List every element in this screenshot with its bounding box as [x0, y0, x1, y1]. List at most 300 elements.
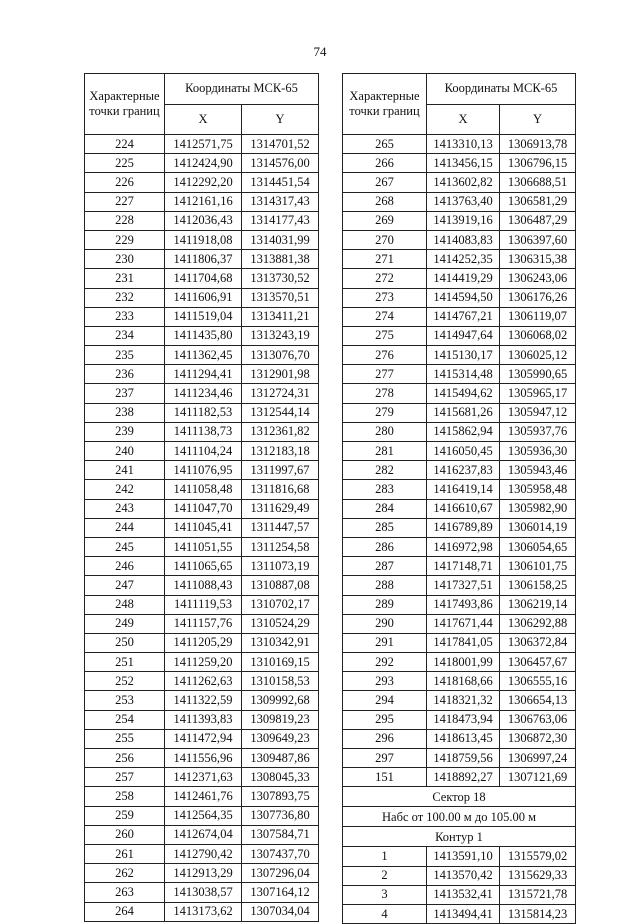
point-number-cell: 296	[343, 729, 427, 748]
x-coordinate-cell: 1417671,44	[427, 614, 500, 633]
sector-block	[343, 787, 576, 847]
point-number-cell: 274	[343, 307, 427, 326]
table-row	[85, 595, 319, 614]
point-number-cell: 280	[343, 422, 427, 441]
x-coordinate-cell: 1415862,94	[427, 422, 500, 441]
table-row	[85, 499, 319, 518]
table-row	[343, 537, 576, 556]
x-coordinate-cell: 1411556,96	[165, 749, 242, 768]
contour-table-body	[343, 847, 576, 924]
x-coordinate-cell: 1412161,16	[165, 192, 242, 211]
y-coordinate-cell: 1313570,51	[242, 288, 319, 307]
point-number-cell: 249	[85, 614, 165, 633]
x-coordinate-cell: 1413173,62	[165, 902, 242, 921]
x-coordinate-cell: 1412790,42	[165, 844, 242, 863]
x-coordinate-cell: 1411058,48	[165, 480, 242, 499]
y-coordinate-cell: 1305958,48	[500, 480, 576, 499]
x-coordinate-cell: 1412036,43	[165, 211, 242, 230]
table-row	[343, 269, 576, 288]
x-coordinate-cell: 1413038,57	[165, 883, 242, 902]
point-number-cell: 290	[343, 614, 427, 633]
point-number-cell: 270	[343, 230, 427, 249]
x-coordinate-cell: 1418473,94	[427, 710, 500, 729]
point-number-cell: 239	[85, 422, 165, 441]
y-coordinate-cell: 1309992,68	[242, 691, 319, 710]
table-row	[85, 768, 319, 787]
point-number-cell: 227	[85, 192, 165, 211]
point-number-cell: 286	[343, 537, 427, 556]
table-row	[85, 442, 319, 461]
y-coordinate-cell: 1306581,29	[500, 192, 576, 211]
y-coordinate-cell: 1313730,52	[242, 269, 319, 288]
table-row	[85, 192, 319, 211]
table-row	[85, 346, 319, 365]
y-coordinate-cell: 1305943,46	[500, 461, 576, 480]
y-coordinate-cell: 1310169,15	[242, 653, 319, 672]
x-coordinate-cell: 1411205,29	[165, 633, 242, 652]
x-coordinate-cell: 1411045,41	[165, 518, 242, 537]
y-coordinate-cell: 1306913,78	[500, 135, 576, 154]
table-row	[343, 154, 576, 173]
table-row	[343, 866, 576, 885]
table-row	[85, 749, 319, 768]
x-coordinate-cell: 1411065,65	[165, 557, 242, 576]
point-number-cell: 250	[85, 633, 165, 652]
point-number-cell: 276	[343, 346, 427, 365]
table-row	[343, 653, 576, 672]
coords-header: Координаты МСК-65	[165, 74, 319, 105]
table-row	[85, 729, 319, 748]
point-number-cell: 288	[343, 576, 427, 595]
left-table-body	[85, 135, 319, 922]
point-number-cell: 275	[343, 326, 427, 345]
point-number-cell: 241	[85, 461, 165, 480]
point-number-cell: 253	[85, 691, 165, 710]
table-row	[343, 672, 576, 691]
x-coordinate-cell: 1413532,41	[427, 885, 500, 904]
table-row	[343, 557, 576, 576]
table-row	[343, 211, 576, 230]
table-row	[85, 691, 319, 710]
y-coordinate-cell: 1306796,15	[500, 154, 576, 173]
table-row	[343, 691, 576, 710]
table-row	[85, 557, 319, 576]
point-number-cell: 236	[85, 365, 165, 384]
point-number-cell: 238	[85, 403, 165, 422]
x-coordinate-cell: 1411138,73	[165, 422, 242, 441]
table-row	[343, 749, 576, 768]
table-row	[85, 902, 319, 921]
x-coordinate-cell: 1412674,04	[165, 825, 242, 844]
point-number-cell: 242	[85, 480, 165, 499]
y-coordinate-cell: 1306025,12	[500, 346, 576, 365]
table-row	[85, 365, 319, 384]
point-number-cell: 247	[85, 576, 165, 595]
point-number-cell: 269	[343, 211, 427, 230]
table-row	[85, 288, 319, 307]
x-coordinate-cell: 1413763,40	[427, 192, 500, 211]
table-row	[343, 135, 576, 154]
table-row	[343, 307, 576, 326]
point-number-cell: 278	[343, 384, 427, 403]
point-number-cell: 295	[343, 710, 427, 729]
y-coordinate-cell: 1314701,52	[242, 135, 319, 154]
table-row	[85, 307, 319, 326]
x-coordinate-cell: 1418892,27	[427, 768, 500, 787]
x-coordinate-cell: 1418759,56	[427, 749, 500, 768]
x-coordinate-cell: 1413494,41	[427, 904, 500, 923]
x-coordinate-cell: 1411104,24	[165, 442, 242, 461]
point-number-cell: 262	[85, 864, 165, 883]
x-coordinate-cell: 1412371,63	[165, 768, 242, 787]
right-table-body	[343, 135, 576, 787]
table-row	[85, 154, 319, 173]
point-number-cell: 251	[85, 653, 165, 672]
point-number-cell: 256	[85, 749, 165, 768]
y-coordinate-cell: 1305965,17	[500, 384, 576, 403]
coordinates-table-right	[342, 73, 576, 924]
y-coordinate-cell: 1315579,02	[500, 847, 576, 866]
table-row	[343, 729, 576, 748]
y-coordinate-cell: 1306315,38	[500, 250, 576, 269]
x-coordinate-cell: 1411157,76	[165, 614, 242, 633]
y-coordinate-cell: 1314451,54	[242, 173, 319, 192]
table-row	[85, 269, 319, 288]
table-row	[343, 192, 576, 211]
table-row	[85, 614, 319, 633]
y-coordinate-cell: 1313243,19	[242, 326, 319, 345]
x-coordinate-cell: 1414767,21	[427, 307, 500, 326]
y-coordinate-cell: 1306014,19	[500, 518, 576, 537]
y-coordinate-cell: 1309487,86	[242, 749, 319, 768]
x-coordinate-cell: 1411393,83	[165, 710, 242, 729]
x-coordinate-cell: 1415494,62	[427, 384, 500, 403]
y-coordinate-cell: 1306555,16	[500, 672, 576, 691]
table-row	[343, 847, 576, 866]
y-coordinate-cell: 1305990,65	[500, 365, 576, 384]
point-number-cell: 245	[85, 537, 165, 556]
x-coordinate-cell: 1411047,70	[165, 499, 242, 518]
table-row	[85, 461, 319, 480]
point-number-cell: 224	[85, 135, 165, 154]
y-header: Y	[242, 104, 319, 135]
table-row	[343, 885, 576, 904]
y-coordinate-cell: 1311254,58	[242, 537, 319, 556]
point-number-cell: 240	[85, 442, 165, 461]
y-coordinate-cell: 1307121,69	[500, 768, 576, 787]
x-coordinate-cell: 1412461,76	[165, 787, 242, 806]
point-number-cell: 261	[85, 844, 165, 863]
y-coordinate-cell: 1307164,12	[242, 883, 319, 902]
x-coordinate-cell: 1411606,91	[165, 288, 242, 307]
y-coordinate-cell: 1307437,70	[242, 844, 319, 863]
x-coordinate-cell: 1411234,46	[165, 384, 242, 403]
y-coordinate-cell: 1311447,57	[242, 518, 319, 537]
point-number-cell: 1	[343, 847, 427, 866]
y-coordinate-cell: 1311816,68	[242, 480, 319, 499]
y-coordinate-cell: 1307034,04	[242, 902, 319, 921]
x-coordinate-cell: 1415681,26	[427, 403, 500, 422]
y-coordinate-cell: 1312724,31	[242, 384, 319, 403]
table-row	[85, 653, 319, 672]
point-number-cell: 292	[343, 653, 427, 672]
y-coordinate-cell: 1309649,23	[242, 729, 319, 748]
table-row	[343, 288, 576, 307]
point-number-cell: 234	[85, 326, 165, 345]
table-row	[85, 787, 319, 806]
y-coordinate-cell: 1305936,30	[500, 442, 576, 461]
point-number-cell: 231	[85, 269, 165, 288]
point-number-cell: 257	[85, 768, 165, 787]
point-number-cell: 258	[85, 787, 165, 806]
x-coordinate-cell: 1411472,94	[165, 729, 242, 748]
table-row	[343, 442, 576, 461]
point-number-cell: 271	[343, 250, 427, 269]
point-number-cell: 226	[85, 173, 165, 192]
table-row	[343, 384, 576, 403]
y-coordinate-cell: 1308045,33	[242, 768, 319, 787]
y-coordinate-cell: 1310524,29	[242, 614, 319, 633]
y-coordinate-cell: 1311997,67	[242, 461, 319, 480]
x-coordinate-cell: 1416789,89	[427, 518, 500, 537]
table-row	[85, 672, 319, 691]
y-coordinate-cell: 1305937,76	[500, 422, 576, 441]
table-row	[343, 518, 576, 537]
x-coordinate-cell: 1411051,55	[165, 537, 242, 556]
y-coordinate-cell: 1314317,43	[242, 192, 319, 211]
table-row	[343, 422, 576, 441]
table-row	[343, 633, 576, 652]
point-number-cell: 229	[85, 230, 165, 249]
x-coordinate-cell: 1417493,86	[427, 595, 500, 614]
point-number-cell: 232	[85, 288, 165, 307]
y-coordinate-cell: 1312901,98	[242, 365, 319, 384]
x-coordinate-cell: 1416610,67	[427, 499, 500, 518]
table-row	[343, 403, 576, 422]
point-number-cell: 289	[343, 595, 427, 614]
point-number-cell: 3	[343, 885, 427, 904]
x-coordinate-cell: 1413310,13	[427, 135, 500, 154]
x-coordinate-cell: 1414083,83	[427, 230, 500, 249]
point-number-cell: 267	[343, 173, 427, 192]
point-number-cell: 230	[85, 250, 165, 269]
x-coordinate-cell: 1413591,10	[427, 847, 500, 866]
y-coordinate-cell: 1315814,23	[500, 904, 576, 923]
y-coordinate-cell: 1307296,04	[242, 864, 319, 883]
x-coordinate-cell: 1413570,42	[427, 866, 500, 885]
point-number-cell: 277	[343, 365, 427, 384]
point-number-cell: 237	[85, 384, 165, 403]
table-row	[85, 844, 319, 863]
table-row	[85, 135, 319, 154]
y-coordinate-cell: 1307584,71	[242, 825, 319, 844]
table-row	[343, 173, 576, 192]
point-number-cell: 265	[343, 135, 427, 154]
table-row	[343, 595, 576, 614]
point-number-cell: 259	[85, 806, 165, 825]
table-row	[343, 250, 576, 269]
y-coordinate-cell: 1313411,21	[242, 307, 319, 326]
y-coordinate-cell: 1309819,23	[242, 710, 319, 729]
point-number-cell: 284	[343, 499, 427, 518]
y-coordinate-cell: 1310158,53	[242, 672, 319, 691]
point-number-cell: 283	[343, 480, 427, 499]
points-header: Характерные точки границ	[343, 74, 427, 135]
points-header: Характерные точки границ	[85, 74, 165, 135]
table-row	[343, 326, 576, 345]
x-coordinate-cell: 1411259,20	[165, 653, 242, 672]
x-coordinate-cell: 1411362,45	[165, 346, 242, 365]
table-row	[85, 480, 319, 499]
y-coordinate-cell: 1306243,06	[500, 269, 576, 288]
y-coordinate-cell: 1310702,17	[242, 595, 319, 614]
y-coordinate-cell: 1312183,18	[242, 442, 319, 461]
point-number-cell: 4	[343, 904, 427, 923]
point-number-cell: 279	[343, 403, 427, 422]
point-number-cell: 243	[85, 499, 165, 518]
point-number-cell: 266	[343, 154, 427, 173]
x-coordinate-cell: 1411088,43	[165, 576, 242, 595]
x-coordinate-cell: 1418168,66	[427, 672, 500, 691]
y-coordinate-cell: 1307736,80	[242, 806, 319, 825]
x-coordinate-cell: 1411918,08	[165, 230, 242, 249]
table-row	[85, 230, 319, 249]
point-number-cell: 252	[85, 672, 165, 691]
x-coordinate-cell: 1417327,51	[427, 576, 500, 595]
y-coordinate-cell: 1306372,84	[500, 633, 576, 652]
y-coordinate-cell: 1306487,29	[500, 211, 576, 230]
y-coordinate-cell: 1306119,07	[500, 307, 576, 326]
y-coordinate-cell: 1305947,12	[500, 403, 576, 422]
y-coordinate-cell: 1306688,51	[500, 173, 576, 192]
x-coordinate-cell: 1418321,32	[427, 691, 500, 710]
table-row	[343, 576, 576, 595]
y-coordinate-cell: 1314031,99	[242, 230, 319, 249]
x-coordinate-cell: 1411119,53	[165, 595, 242, 614]
y-coordinate-cell: 1312544,14	[242, 403, 319, 422]
table-row	[85, 211, 319, 230]
x-coordinate-cell: 1411435,80	[165, 326, 242, 345]
x-coordinate-cell: 1418001,99	[427, 653, 500, 672]
y-coordinate-cell: 1315721,78	[500, 885, 576, 904]
table-row	[85, 326, 319, 345]
table-row	[85, 173, 319, 192]
x-coordinate-cell: 1412571,75	[165, 135, 242, 154]
y-coordinate-cell: 1312361,82	[242, 422, 319, 441]
y-coordinate-cell: 1306054,65	[500, 537, 576, 556]
point-number-cell: 228	[85, 211, 165, 230]
x-coordinate-cell: 1411262,63	[165, 672, 242, 691]
point-number-cell: 235	[85, 346, 165, 365]
table-row	[343, 480, 576, 499]
table-row	[343, 365, 576, 384]
y-coordinate-cell: 1305982,90	[500, 499, 576, 518]
table-row	[85, 422, 319, 441]
table-row	[343, 346, 576, 365]
x-coordinate-cell: 1411182,53	[165, 403, 242, 422]
table-row	[85, 537, 319, 556]
x-coordinate-cell: 1414252,35	[427, 250, 500, 269]
y-coordinate-cell: 1311073,19	[242, 557, 319, 576]
x-coordinate-cell: 1414947,64	[427, 326, 500, 345]
page-number: 74	[313, 44, 327, 59]
y-coordinate-cell: 1306219,14	[500, 595, 576, 614]
y-coordinate-cell: 1311629,49	[242, 499, 319, 518]
coordinates-table-left	[84, 73, 319, 922]
table-row	[343, 461, 576, 480]
contour-title: Контур 1	[343, 827, 576, 847]
table-row	[85, 403, 319, 422]
y-coordinate-cell: 1306176,26	[500, 288, 576, 307]
y-coordinate-cell: 1306763,06	[500, 710, 576, 729]
table-row	[85, 576, 319, 595]
point-number-cell: 246	[85, 557, 165, 576]
point-number-cell: 254	[85, 710, 165, 729]
point-number-cell: 233	[85, 307, 165, 326]
table-row	[343, 768, 576, 787]
point-number-cell: 2	[343, 866, 427, 885]
table-row	[85, 633, 319, 652]
x-coordinate-cell: 1412913,29	[165, 864, 242, 883]
y-coordinate-cell: 1306457,67	[500, 653, 576, 672]
point-number-cell: 291	[343, 633, 427, 652]
x-coordinate-cell: 1413602,82	[427, 173, 500, 192]
x-coordinate-cell: 1415314,48	[427, 365, 500, 384]
y-coordinate-cell: 1306292,88	[500, 614, 576, 633]
sector-title: Сектор 18	[343, 787, 576, 807]
point-number-cell: 282	[343, 461, 427, 480]
table-row	[85, 710, 319, 729]
table-row	[85, 518, 319, 537]
x-coordinate-cell: 1411806,37	[165, 250, 242, 269]
x-coordinate-cell: 1411294,41	[165, 365, 242, 384]
x-coordinate-cell: 1416237,83	[427, 461, 500, 480]
x-coordinate-cell: 1414419,29	[427, 269, 500, 288]
y-coordinate-cell: 1306158,25	[500, 576, 576, 595]
y-coordinate-cell: 1314177,43	[242, 211, 319, 230]
point-number-cell: 255	[85, 729, 165, 748]
coords-header: Координаты МСК-65	[427, 74, 576, 105]
table-row	[85, 825, 319, 844]
x-coordinate-cell: 1413919,16	[427, 211, 500, 230]
x-coordinate-cell: 1411076,95	[165, 461, 242, 480]
y-coordinate-cell: 1310887,08	[242, 576, 319, 595]
y-coordinate-cell: 1310342,91	[242, 633, 319, 652]
point-number-cell: 260	[85, 825, 165, 844]
x-coordinate-cell: 1417148,71	[427, 557, 500, 576]
x-coordinate-cell: 1418613,45	[427, 729, 500, 748]
table-row	[343, 904, 576, 923]
y-coordinate-cell: 1313076,70	[242, 346, 319, 365]
x-coordinate-cell: 1415130,17	[427, 346, 500, 365]
point-number-cell: 281	[343, 442, 427, 461]
table-row	[85, 250, 319, 269]
point-number-cell: 225	[85, 154, 165, 173]
point-number-cell: 268	[343, 192, 427, 211]
x-coordinate-cell: 1411704,68	[165, 269, 242, 288]
x-coordinate-cell: 1411322,59	[165, 691, 242, 710]
table-row	[343, 499, 576, 518]
table-row	[85, 806, 319, 825]
point-number-cell: 285	[343, 518, 427, 537]
point-number-cell: 293	[343, 672, 427, 691]
x-header: X	[427, 104, 500, 135]
x-coordinate-cell: 1412564,35	[165, 806, 242, 825]
table-row	[85, 864, 319, 883]
x-coordinate-cell: 1417841,05	[427, 633, 500, 652]
x-coordinate-cell: 1411519,04	[165, 307, 242, 326]
table-row	[85, 384, 319, 403]
